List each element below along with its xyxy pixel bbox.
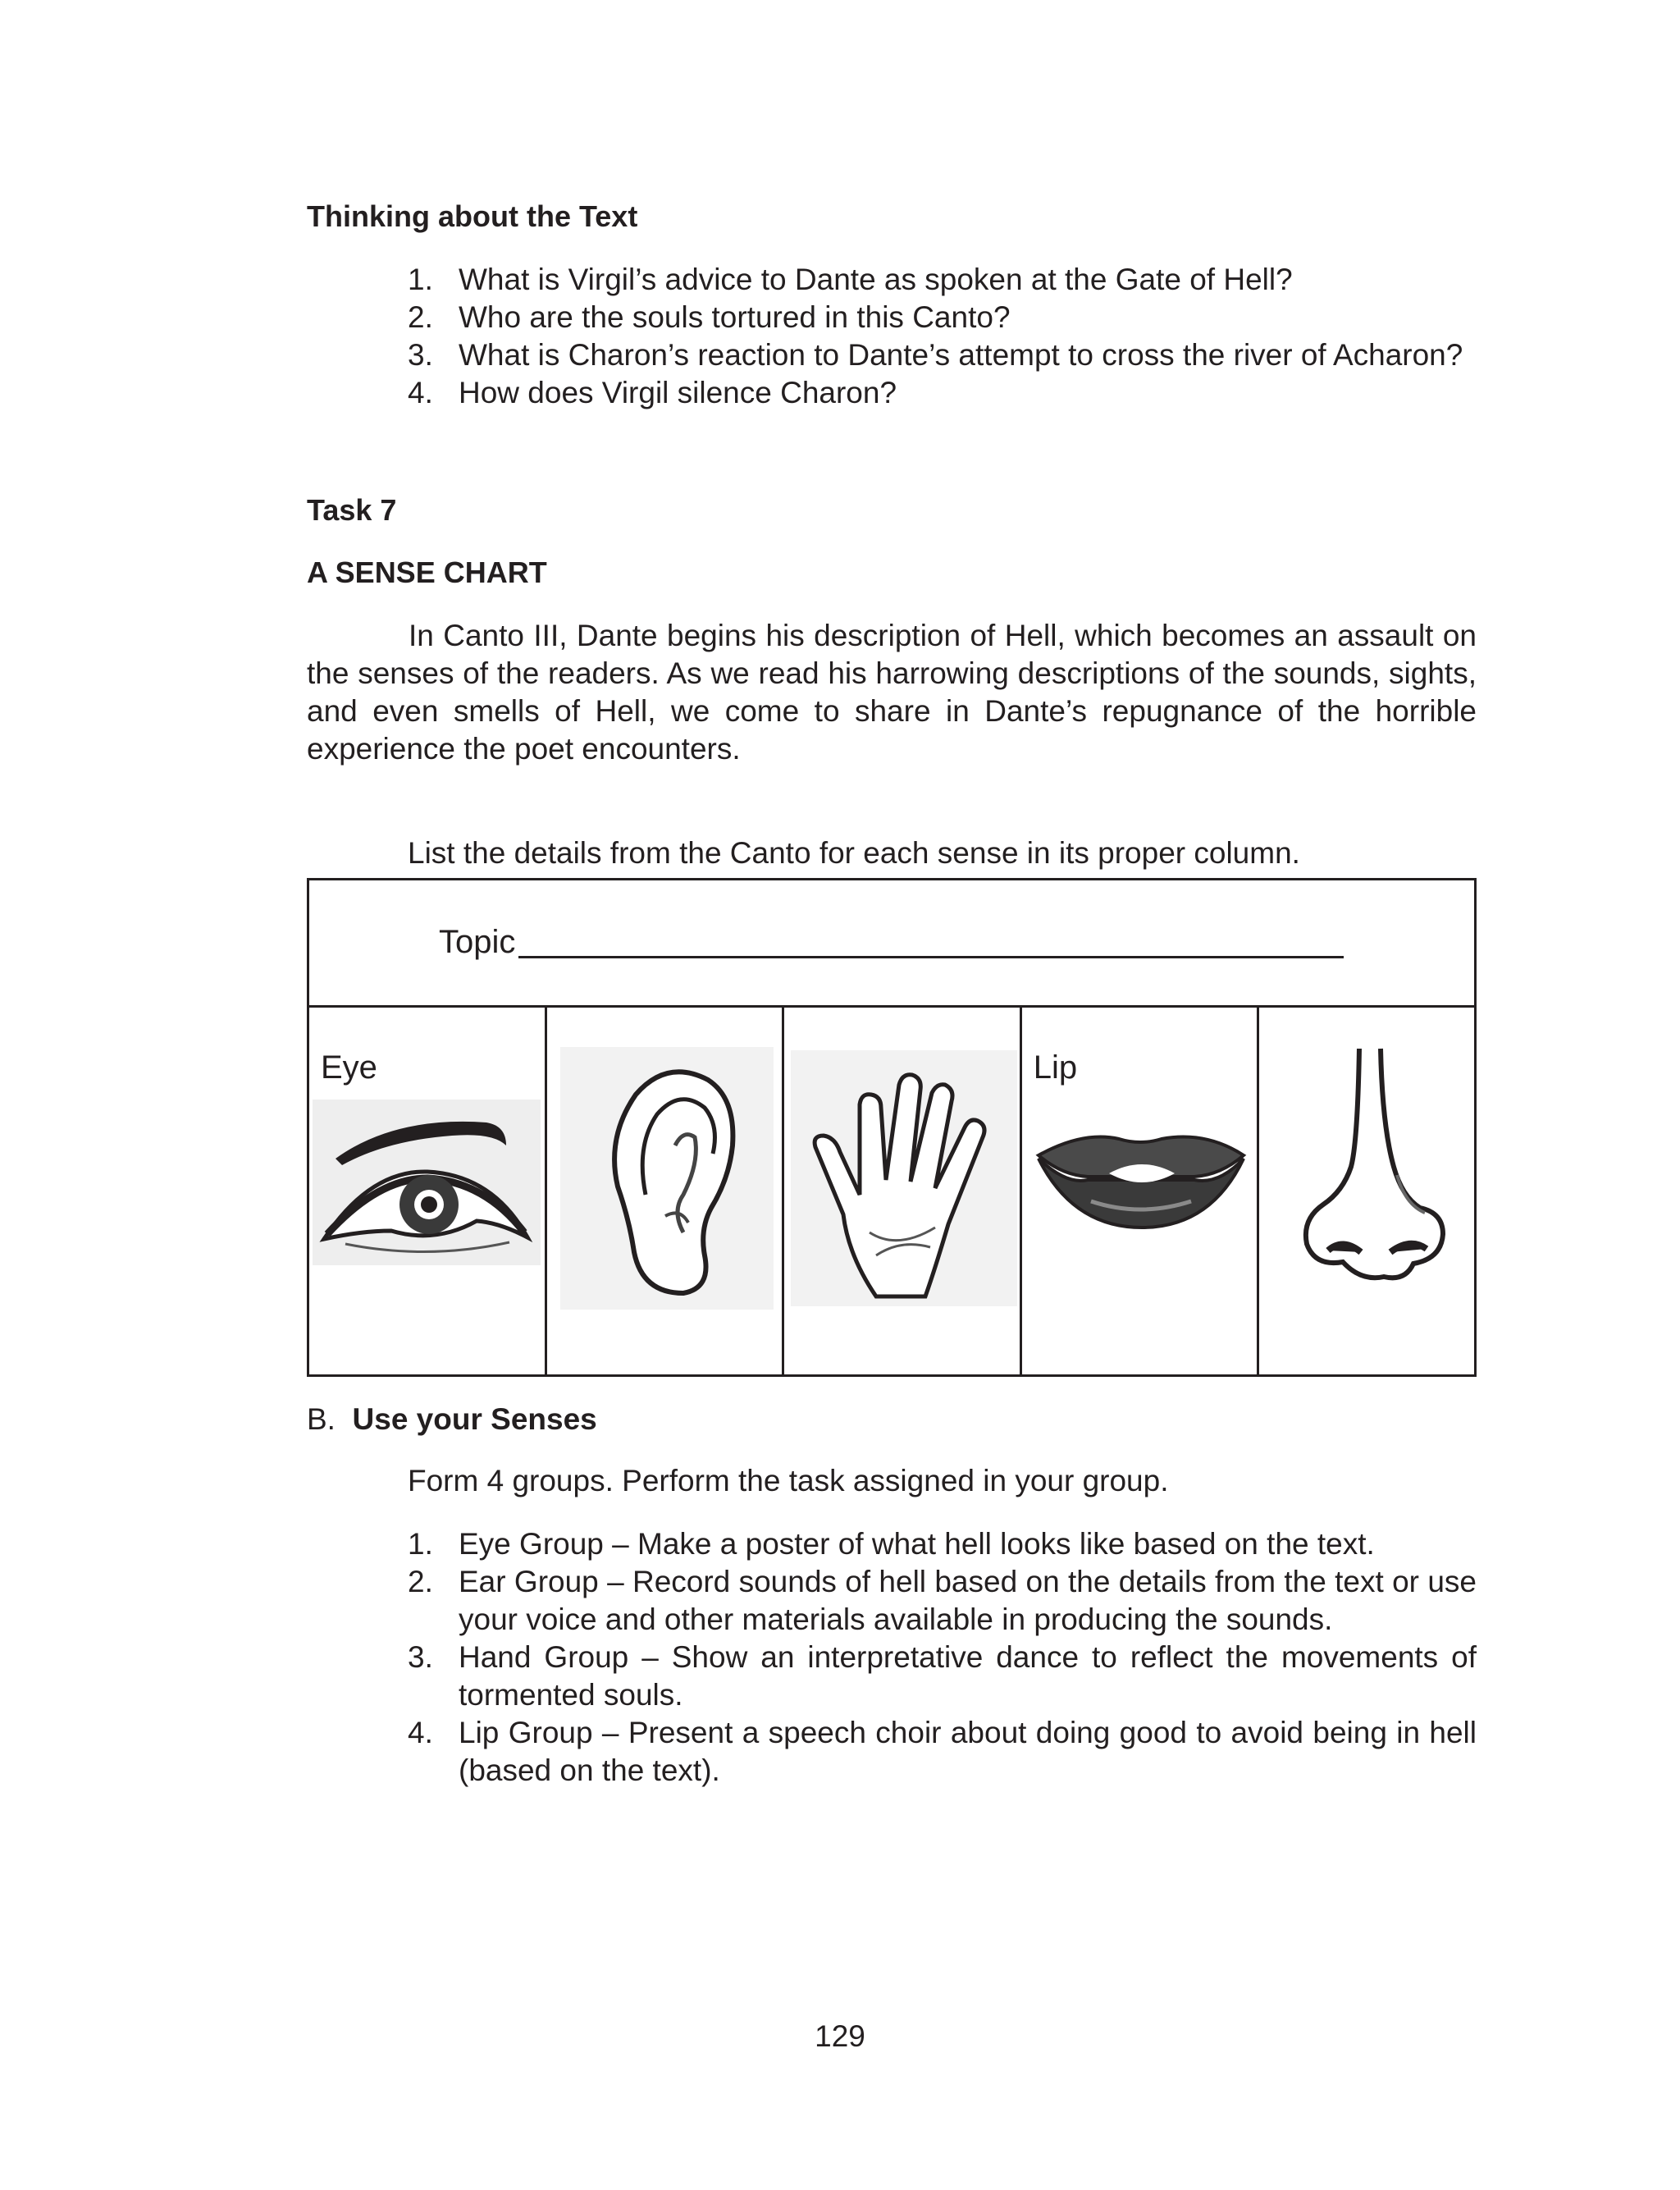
- list-item: 3. Hand Group – Show an interpretative dance to reflect the movements of tormented souls.: [408, 1640, 1477, 1712]
- thinking-questions-list: [408, 261, 1463, 412]
- sense-row: [309, 1008, 1474, 1374]
- lips-icon: [1034, 1122, 1249, 1236]
- section-b-list: [408, 1525, 1477, 1790]
- hand-icon: [791, 1050, 1017, 1306]
- section-b-letter: B.: [307, 1402, 336, 1436]
- list-item: 1. Eye Group – Make a poster of what hell looks like based on the text.: [408, 1527, 1375, 1561]
- sense-cell-lip: [1022, 1008, 1260, 1374]
- sense-label-eye: Eye: [321, 1049, 377, 1086]
- list-item: 2. Ear Group – Record sounds of hell based on the details from the text or use your voice and other materials available in producing the sounds.: [408, 1565, 1477, 1636]
- section-b-title: Use your Senses: [352, 1402, 597, 1436]
- task-title: A SENSE CHART: [307, 556, 547, 589]
- section-b-intro: Form 4 groups. Perform the task assigned in your group.: [408, 1464, 1169, 1497]
- sense-cell-hand: [784, 1008, 1022, 1374]
- nose-icon: [1282, 1044, 1451, 1290]
- sense-cell-nose: [1259, 1008, 1474, 1374]
- task-label: Task 7: [307, 493, 397, 527]
- list-item: 2. Who are the souls tortured in this Canto?: [408, 300, 1011, 334]
- thinking-heading: Thinking about the Text: [307, 199, 638, 233]
- task-intro-paragraph: In Canto III, Dante begins his description of Hell, which becomes an assault on the senses of the readers. As we read his harrowing descriptions of the sounds, sights, and even smells of Hell, we come to share in Dante’s repugnance of the horrible experience the poet encounters.: [307, 619, 1477, 766]
- list-item: 3. What is Charon’s reaction to Dante’s attempt to cross the river of Acharon?: [408, 338, 1463, 372]
- sense-cell-eye: [309, 1008, 547, 1374]
- list-item: 4. Lip Group – Present a speech choir about doing good to avoid being in hell (based on the text).: [408, 1716, 1477, 1787]
- section-b-heading: [307, 1401, 597, 1438]
- topic-label: Topic: [439, 924, 516, 960]
- sense-label-lip: Lip: [1033, 1049, 1078, 1086]
- sense-chart: [307, 878, 1477, 1377]
- eye-icon: [313, 1100, 541, 1265]
- topic-row: [309, 880, 1474, 1008]
- ear-icon: [560, 1047, 774, 1310]
- list-item: 4. How does Virgil silence Charon?: [408, 376, 897, 409]
- topic-blank-line[interactable]: [518, 956, 1344, 958]
- task-instruction: List the details from the Canto for each sense in its proper column.: [408, 836, 1300, 870]
- list-item: 1. What is Virgil’s advice to Dante as spoken at the Gate of Hell?: [408, 263, 1293, 296]
- sense-cell-ear: [547, 1008, 785, 1374]
- page-number: 129: [815, 2019, 865, 2053]
